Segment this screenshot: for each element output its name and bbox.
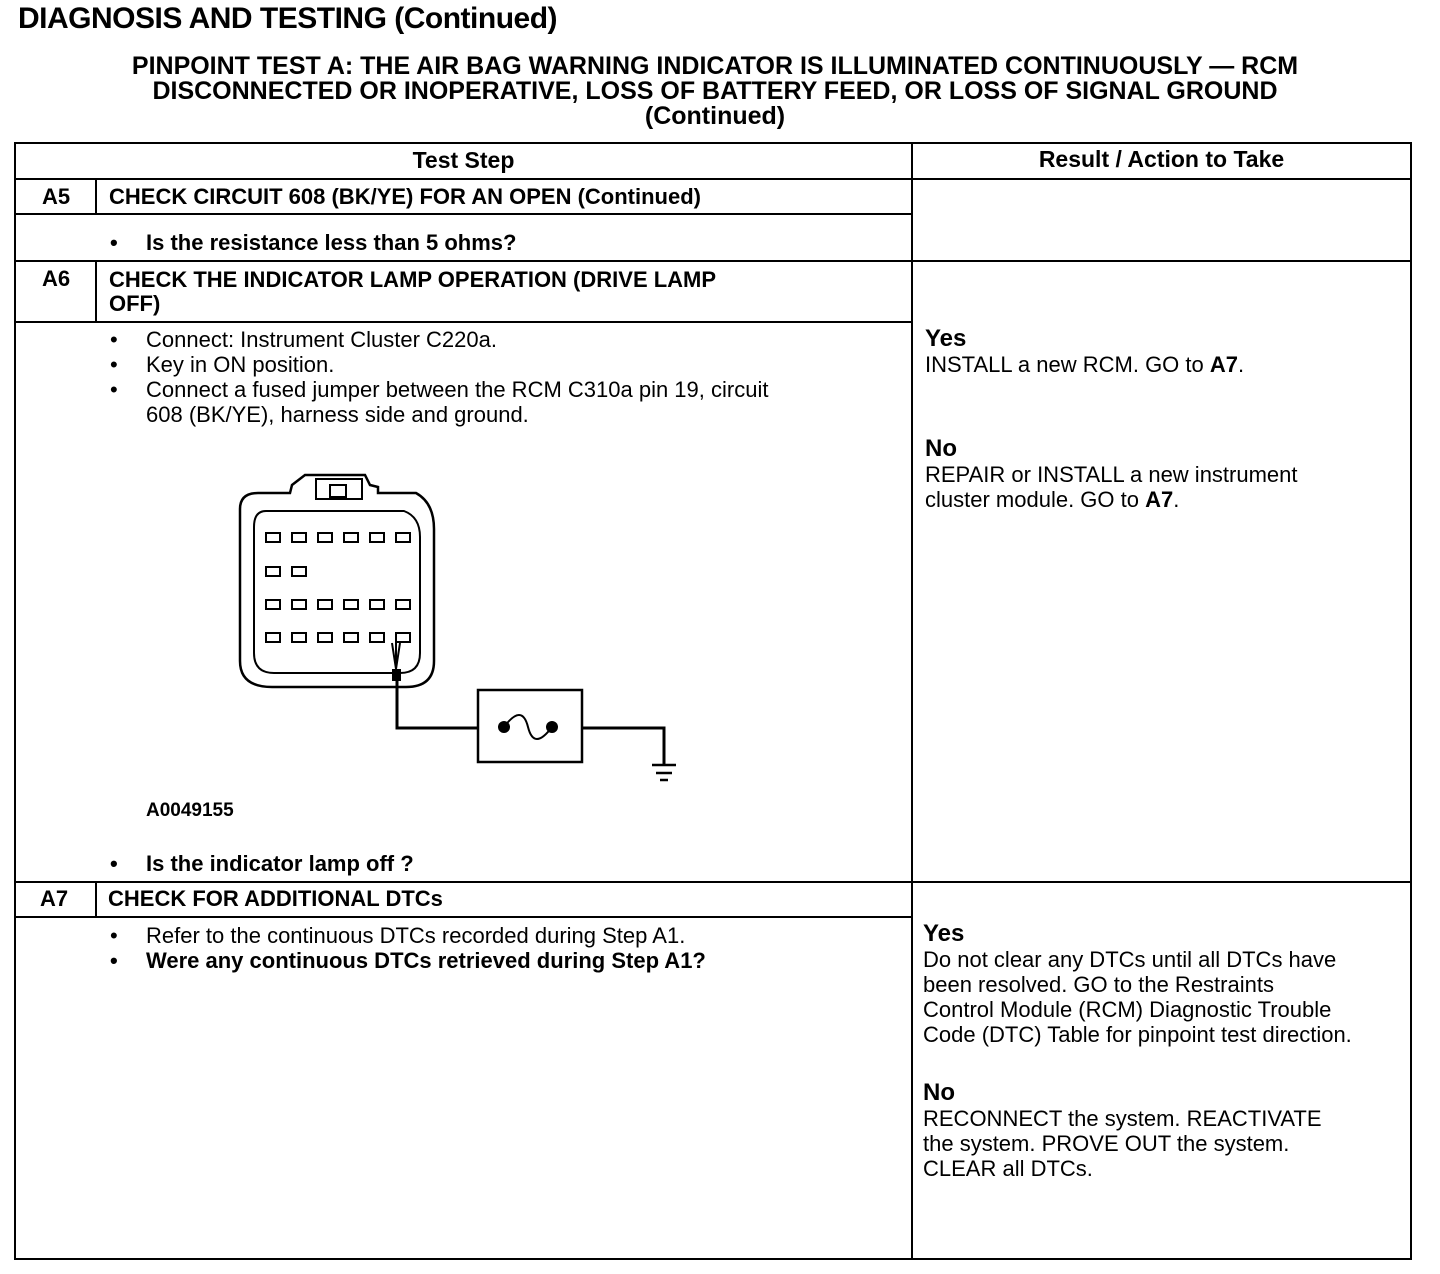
result-no-line: CLEAR all DTCs. xyxy=(923,1156,1093,1181)
result-yes-line: been resolved. GO to the Restraints xyxy=(923,972,1274,997)
step-title-line-2: OFF) xyxy=(109,291,161,316)
result-yes xyxy=(923,921,1409,1047)
step-title: CHECK CIRCUIT 608 (BK/YE) FOR AN OPEN (Continued) xyxy=(109,184,701,209)
column-header-result: Result / Action to Take xyxy=(1038,146,1285,172)
step-id: A6 xyxy=(41,266,71,291)
result-yes-label: Yes xyxy=(923,920,965,947)
result-no-line: the system. PROVE OUT the system. xyxy=(923,1131,1290,1156)
action-item: • Connect: Instrument Cluster C220a. xyxy=(106,327,768,352)
test-title-line-1: PINPOINT TEST A: THE AIR BAG WARNING INDICATOR IS ILLUMINATED CONTINUOUSLY — RCM xyxy=(131,52,1299,80)
result-no-line: REPAIR or INSTALL a new instrument xyxy=(925,462,1298,487)
step-question: • Is the indicator lamp off ? xyxy=(106,851,414,876)
result-yes-text xyxy=(925,352,1411,377)
result-yes-line: Do not clear any DTCs until all DTCs have xyxy=(923,947,1337,972)
result-no-text xyxy=(925,487,1411,512)
step-actions xyxy=(106,327,768,402)
step-title-line-1: CHECK THE INDICATOR LAMP OPERATION (DRIVE LAMP xyxy=(109,267,717,292)
step-question: • Is the resistance less than 5 ohms? xyxy=(106,230,516,255)
step-id: A7 xyxy=(39,886,69,911)
step-reference-link[interactable]: A7 xyxy=(1209,352,1238,377)
result-text: INSTALL a new RCM. GO to xyxy=(925,352,1210,377)
column-header-test-step: Test Step xyxy=(412,147,515,173)
step-questions xyxy=(106,851,414,876)
action-item: • Connect a fused jumper between the RCM C310a pin 19, circuit xyxy=(106,377,768,402)
result-yes xyxy=(925,326,1411,377)
step-id: A5 xyxy=(41,184,71,209)
step-title: CHECK FOR ADDITIONAL DTCs xyxy=(108,886,443,911)
terminal-cavities xyxy=(266,533,410,642)
connector-outline xyxy=(240,475,434,687)
test-title-line-2: DISCONNECTED OR INOPERATIVE, LOSS OF BATTERY FEED, OR LOSS OF SIGNAL GROUND xyxy=(152,77,1278,105)
result-no-line: RECONNECT the system. REACTIVATE xyxy=(923,1106,1322,1131)
step-question: • Were any continuous DTCs retrieved during Step A1? xyxy=(106,948,706,973)
result-yes-line: Code (DTC) Table for pinpoint test direction. xyxy=(923,1022,1352,1047)
test-title-line-3: (Continued) xyxy=(644,102,786,130)
result-no-label: No xyxy=(925,435,957,462)
result-yes-line: Control Module (RCM) Diagnostic Trouble xyxy=(923,997,1332,1022)
result-text: cluster module. GO to xyxy=(925,487,1146,512)
action-item: • Refer to the continuous DTCs recorded during Step A1. xyxy=(106,923,706,948)
connector-jumper-diagram xyxy=(220,465,700,795)
result-text: . xyxy=(1173,487,1180,512)
result-yes-label: Yes xyxy=(925,325,967,352)
action-item: • Key in ON position. xyxy=(106,352,768,377)
pinpoint-test-title xyxy=(20,54,1410,129)
action-item-continuation: 608 (BK/YE), harness side and ground. xyxy=(146,402,529,427)
result-no xyxy=(925,436,1411,512)
figure-code: A0049155 xyxy=(146,800,234,821)
page-heading: DIAGNOSIS AND TESTING (Continued) xyxy=(18,2,558,35)
step-actions xyxy=(106,923,706,973)
fuse-icon xyxy=(478,690,582,762)
result-no-label: No xyxy=(923,1079,955,1106)
result-text: . xyxy=(1238,352,1245,377)
result-no xyxy=(923,1080,1409,1181)
ground-icon xyxy=(652,765,676,780)
step-reference-link[interactable]: A7 xyxy=(1145,487,1174,512)
step-questions xyxy=(106,230,516,255)
